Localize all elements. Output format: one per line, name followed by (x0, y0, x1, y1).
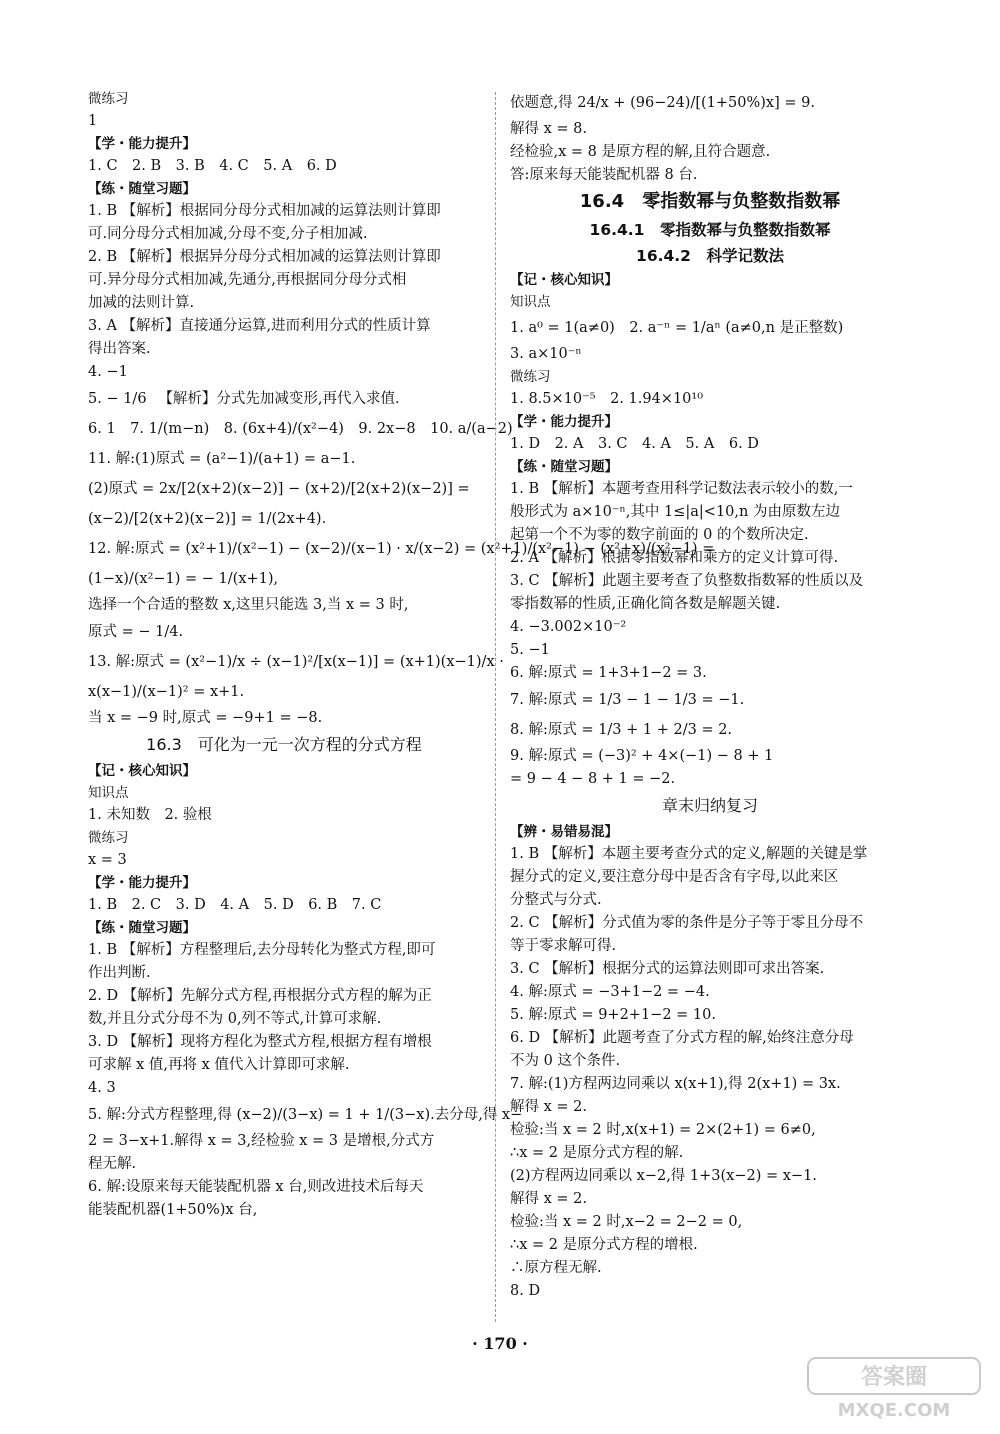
text-line: 12. 解:原式 = (x²+1)/(x²−1) − (x−2)/(x−1) · x/(x−2) = (x²+1)/(x²−1) − (x²+x)/(x²−1) = (88, 541, 715, 557)
text-line: 1. 未知数 2. 验根 (88, 807, 212, 823)
text-line: 解得 x = 8. (510, 121, 587, 137)
text-line: 1. a⁰ = 1(a≠0) 2. a⁻ⁿ = 1/aⁿ (a≠0,n 是正整数) (510, 320, 844, 336)
text-line: 微练习 (510, 369, 551, 385)
text-line: 得出答案. (88, 341, 151, 357)
svg-text:答案圈: 答案圈 (860, 1365, 928, 1390)
section-label: 【学・能力提升】 (88, 136, 196, 152)
section-label: 【记・核心知识】 (88, 763, 196, 779)
text-line: 4. 3 (88, 1080, 116, 1096)
text-line: 可.同分母分式相加减,分母不变,分子相加减. (88, 226, 368, 242)
text-line: 5. 解:原式 = 9+2+1−2 = 10. (510, 1007, 716, 1023)
text-line: (x−2)/[2(x+2)(x−2)] = 1/(2x+4). (88, 511, 327, 527)
text-line: 1. D 2. A 3. C 4. A 5. A 6. D (510, 436, 759, 452)
text-line: 6. 解:设原来每天能装配机器 x 台,则改进技术后每天 (88, 1179, 424, 1195)
text-line: 解得 x = 2. (510, 1099, 587, 1115)
text-line: 零指数幂的性质,正确化简各数是解题关键. (510, 596, 781, 612)
text-line: 程无解. (88, 1156, 137, 1172)
text-line: 1. 8.5×10⁻⁵ 2. 1.94×10¹⁰ (510, 391, 704, 407)
text-line: 11. 解:(1)原式 = (a²−1)/(a+1) = a−1. (88, 451, 356, 467)
text-line: 6. D 【解析】此题考查了分式方程的解,始终注意分母 (510, 1030, 854, 1046)
text-line: 微练习 (88, 91, 129, 107)
text-line: 等于零求解可得. (510, 938, 617, 954)
text-line: 4. −3.002×10⁻² (510, 619, 627, 635)
text-line: (2)原式 = 2x/[2(x+2)(x−2)] − (x+2)/[2(x+2)(x−2)] = (88, 481, 470, 497)
text-line: 检验:当 x = 2 时,x−2 = 2−2 = 0, (510, 1214, 743, 1230)
text-line: 1. B 【解析】本题考查用科学记数法表示较小的数,一 (510, 481, 853, 497)
text-line: 3. a×10⁻ⁿ (510, 346, 582, 362)
text-line: 微练习 (88, 830, 129, 846)
section-heading: 16.4.1 零指数幂与负整数指数幂 (589, 221, 831, 239)
section-label: 【辨・易错易混】 (510, 824, 618, 840)
column-divider (495, 92, 496, 1322)
text-line: 依题意,得 24/x + (96−24)/[(1+50%)x] = 9. (510, 95, 815, 111)
text-line: 3. C 【解析】根据分式的运算法则即可求出答案. (510, 961, 825, 977)
text-line: 加减的法则计算. (88, 295, 195, 311)
text-line: 作出判断. (88, 965, 151, 981)
text-line: 握分式的定义,要注意分母中是否含有字母,以此来区 (510, 869, 839, 885)
text-line: 知识点 (88, 785, 129, 801)
text-line: ∴x = 2 是原分式方程的解. (510, 1145, 684, 1161)
text-line: 1. B 2. C 3. D 4. A 5. D 6. B 7. C (88, 897, 382, 913)
text-line: 当 x = −9 时,原式 = −9+1 = −8. (88, 710, 323, 726)
text-line: 4. −1 (88, 364, 128, 380)
text-line: 9. 解:原式 = (−3)² + 4×(−1) − 8 + 1 (510, 748, 774, 764)
text-line: 2 = 3−x+1.解得 x = 3,经检验 x = 3 是增根,分式方 (88, 1133, 435, 1149)
text-line: 2. C 【解析】分式值为零的条件是分子等于零且分母不 (510, 915, 864, 931)
text-line: ∴原方程无解. (510, 1260, 602, 1276)
text-line: 可.异分母分式相加减,先通分,再根据同分母分式相 (88, 272, 407, 288)
text-line: 1. B 【解析】本题主要考查分式的定义,解题的关键是掌 (510, 846, 868, 862)
text-line: 选择一个合适的整数 x,这里只能选 3,当 x = 3 时, (88, 597, 409, 613)
text-line: 般形式为 a×10⁻ⁿ,其中 1≤|a|<10,n 为由原数左边 (510, 504, 840, 520)
section-heading: 章末归纳复习 (661, 796, 758, 815)
text-line: 数,并且分式分母不为 0,列不等式,计算可求解. (88, 1011, 382, 1027)
text-line: 8. D (510, 1283, 541, 1299)
section-label: 【练・随堂习题】 (88, 920, 196, 936)
text-line: 3. A 【解析】直接通分运算,进而利用分式的性质计算 (88, 318, 431, 334)
section-label: 【练・随堂习题】 (88, 181, 196, 197)
section-label: 【记・核心知识】 (510, 272, 618, 288)
text-line: 2. A 【解析】根据零指数幂和乘方的定义计算可得. (510, 550, 839, 566)
text-line: 解得 x = 2. (510, 1191, 587, 1207)
text-line: x = 3 (88, 852, 127, 868)
text-line: 5. − 1/6 【解析】分式先加减变形,再代入求值. (88, 391, 400, 407)
text-line: ∴x = 2 是原分式方程的增根. (510, 1237, 698, 1253)
right-column (510, 88, 910, 1303)
text-line: 检验:当 x = 2 时,x(x+1) = 2×(2+1) = 6≠0, (510, 1122, 816, 1138)
text-line: 原式 = − 1/4. (88, 624, 184, 640)
text-line: 1. B 【解析】根据同分母分式相加减的运算法则计算即 (88, 203, 441, 219)
section-heading: 16.4.2 科学记数法 (636, 247, 784, 265)
text-line: 13. 解:原式 = (x²−1)/x ÷ (x−1)²/[x(x−1)] = (x+1)(x−1)/x · (88, 654, 504, 670)
section-heading: 16.4 零指数幂与负整数指数幂 (579, 191, 841, 212)
page-number: · 170 · (472, 1334, 528, 1353)
text-line: 7. 解:(1)方程两边同乘以 x(x+1),得 2(x+1) = 3x. (510, 1076, 841, 1092)
text-line: x(x−1)/(x−1)² = x+1. (88, 684, 245, 700)
text-line: 起第一个不为零的数字前面的 0 的个数所决定. (510, 527, 809, 543)
text-line: 不为 0 这个条件. (510, 1053, 621, 1069)
section-label: 【学・能力提升】 (510, 414, 618, 430)
svg-text:MXQE.COM: MXQE.COM (837, 1400, 951, 1421)
text-line: 经检验,x = 8 是原方程的解,且符合题意. (510, 144, 771, 160)
text-line: 1. B 【解析】方程整理后,去分母转化为整式方程,即可 (88, 942, 436, 958)
text-line: 7. 解:原式 = 1/3 − 1 − 1/3 = −1. (510, 692, 745, 708)
text-line: 能装配机器(1+50%)x 台, (88, 1202, 258, 1218)
text-line: 6. 1 7. 1/(m−n) 8. (6x+4)/(x²−4) 9. 2x−8 10. a/(a−2) (88, 421, 513, 437)
text-line: (1−x)/(x²−1) = − 1/(x+1), (88, 571, 279, 587)
text-line: 可求解 x 值,再将 x 值代入计算即可求解. (88, 1057, 350, 1073)
section-heading: 16.3 可化为一元一次方程的分式方程 (146, 735, 422, 754)
text-line: 8. 解:原式 = 1/3 + 1 + 2/3 = 2. (510, 722, 733, 738)
section-label: 【学・能力提升】 (88, 875, 196, 891)
text-line: 3. C 【解析】此题主要考查了负整数指数幂的性质以及 (510, 573, 864, 589)
section-label: 【练・随堂习题】 (510, 459, 618, 475)
text-line: 知识点 (510, 294, 551, 310)
text-line: 分整式与分式. (510, 892, 602, 908)
text-line: 2. D 【解析】先解分式方程,再根据分式方程的解为正 (88, 988, 432, 1004)
text-line: 1. C 2. B 3. B 4. C 5. A 6. D (88, 158, 337, 174)
text-line: = 9 − 4 − 8 + 1 = −2. (510, 771, 676, 787)
text-line: 2. B 【解析】根据异分母分式相加减的运算法则计算即 (88, 249, 441, 265)
text-line: 5. −1 (510, 642, 550, 658)
text-line: 4. 解:原式 = −3+1−2 = −4. (510, 984, 710, 1000)
text-line: (2)方程两边同乘以 x−2,得 1+3(x−2) = x−1. (510, 1168, 817, 1184)
text-line: 答:原来每天能装配机器 8 台. (510, 167, 698, 183)
text-line: 6. 解:原式 = 1+3+1−2 = 3. (510, 665, 707, 681)
text-line: 1 (88, 113, 98, 129)
watermark-logo (806, 1356, 982, 1422)
text-line: 5. 解:分式方程整理,得 (x−2)/(3−x) = 1 + 1/(3−x).去分母,得 x− (88, 1107, 523, 1123)
text-line: 3. D 【解析】现将方程化为整式方程,根据方程有增根 (88, 1034, 432, 1050)
